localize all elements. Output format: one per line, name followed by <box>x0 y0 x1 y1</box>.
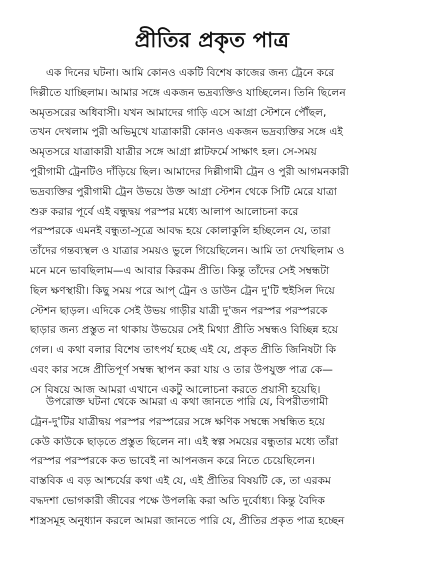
paragraph-line: ভদ্রব্যক্তির পুরীগামী ট্রেন উভয়ে উক্ত আগ্রা স্টেশন থেকে সিটি মেরে যাত্রা <box>30 185 337 198</box>
paragraph-line: পরস্পর পরস্পরকে কত ভাবেই না আপনজন করে নিতে চেয়েছিলেন। <box>30 455 315 468</box>
paragraph-line: মনে মনে ভাবছিলাম—এ আবার কিরকম প্রীতি। কিন্তু তাঁদের সেই সম্বন্ধটা <box>30 264 330 277</box>
paragraph-line: উপরোক্ত ঘটনা থেকে আমরা এ কথা জানতে পারি যে, বিপরীতগামী <box>46 396 329 408</box>
paragraph-line: পরস্পরকে এমনই বন্ধুতা-সূত্রে আবদ্ধ হয়ে কোলাকুলি হচ্ছিলেন যে, তারা <box>30 225 331 238</box>
paragraph-line: ছিল ক্ষণস্থায়ী। কিছু সময় পরে আপ্ ট্রেন ও ডাউন ট্রেন দু'টি হুইসিল দিয়ে <box>30 284 335 297</box>
paragraph-line: সে বিষয়ে আজ আমরা এখানে একটু আলোচনা করতে প্রয়াসী হয়েছি। <box>30 383 321 396</box>
paragraph-line: অমৃতসরে যাত্রাকারী যাত্রীর সঙ্গে আগ্রা প্লাটফর্মে সাক্ষাৎ হল। সে-সময় <box>30 146 317 159</box>
paragraph-line: স্টেশন ছাড়ল। এদিকে সেই উভয় গাড়ীর যাত্রী দু'জন পরস্পর পরস্পরকে <box>30 304 328 317</box>
paragraph-line: বদ্ধদশা ভোগকারী জীবের পক্ষে উপলব্ধি করা অতি দুর্বোধ্য। কিন্তু বৈদিক <box>30 494 325 507</box>
paragraph-line: পুরীগামী ট্রেনটিও দাঁড়িয়ে ছিল। আমাদের দিল্লীগামী ট্রেন ও পুরী আগমনকারী <box>30 165 349 178</box>
paragraph-line: শুরু করার পূর্বে এই বন্ধুদ্বয় পরস্পর মধ্যে আলাপ আলোচনা করে <box>30 205 299 218</box>
paragraph-line: শাস্ত্রসমূহ অনুধ্যান করলে আমরা জানতে পারি যে, প্রীতির প্রকৃত পাত্র হচ্ছেন <box>30 514 345 527</box>
paragraph-line: তাঁদের গন্তব্যস্থল ও যাত্রার সময়ও ভুলে গিয়েছিলেন। আমি তা দেখছিলাম ও <box>30 245 345 258</box>
page-title: প্রীতির প্রকৃত পাত্র <box>134 28 290 52</box>
paragraph-line: দিল্লীতে যাচ্ছিলাম। আমার সঙ্গে একজন ভদ্রব্যক্তিও যাচ্ছিলেন। তিনি ছিলেন <box>30 86 346 99</box>
paragraph-line: অমৃতসরের অধিবাসী। যখন আমাদের গাড়ি এসে আগ্রা স্টেশনে পৌঁছল, <box>30 106 327 119</box>
paragraph-line: কেউ কাউকে ছাড়তে প্রস্তুত ছিলেন না। এই স্বল্প সময়ের বন্ধুতার মধ্যে তাঁরা <box>30 435 339 448</box>
paragraph-2 <box>30 393 414 532</box>
paragraph-line: ট্রেন-দু'টির যাত্রীদ্বয় পরস্পর পরস্পরের সঙ্গে ক্ষণিক সম্বন্ধে সম্বন্ধিত হয়ে <box>30 415 325 428</box>
paragraph-line: এবং কার সঙ্গে প্রীতিপূর্ণ সম্বন্ধ স্থাপন করা যায় ও তার উপযুক্ত পাত্র কে— <box>30 363 333 376</box>
paragraph-line: বাস্তবিক এ বড় আশ্চর্যের কথা এই যে, এই প্রীতির বিষয়টি কে, তা এরকম <box>30 475 331 488</box>
paragraph-line: ছাড়ার জন্য প্রস্তুত না থাকায় উভয়ের সেই মিথ্যা প্রীতি সম্বন্ধও বিচ্ছিন্ন হয়ে <box>30 324 339 337</box>
paragraph-line: গেল। এ কথা বলার বিশেষ তাৎপর্য হচ্ছে এই যে, প্রকৃত প্রীতি জিনিষটা কি <box>30 344 337 357</box>
paragraph-line: তখন দেখলাম পুরী অভিমুখে যাত্রাকারী কোনও একজন ভদ্রব্যক্তির সঙ্গে এই <box>30 126 343 139</box>
paragraph-line: এক দিনের ঘটনা। আমি কোনও একটি বিশেষ কাজের জন্য ট্রেনে করে <box>46 67 335 79</box>
paragraph-1 <box>30 64 414 401</box>
